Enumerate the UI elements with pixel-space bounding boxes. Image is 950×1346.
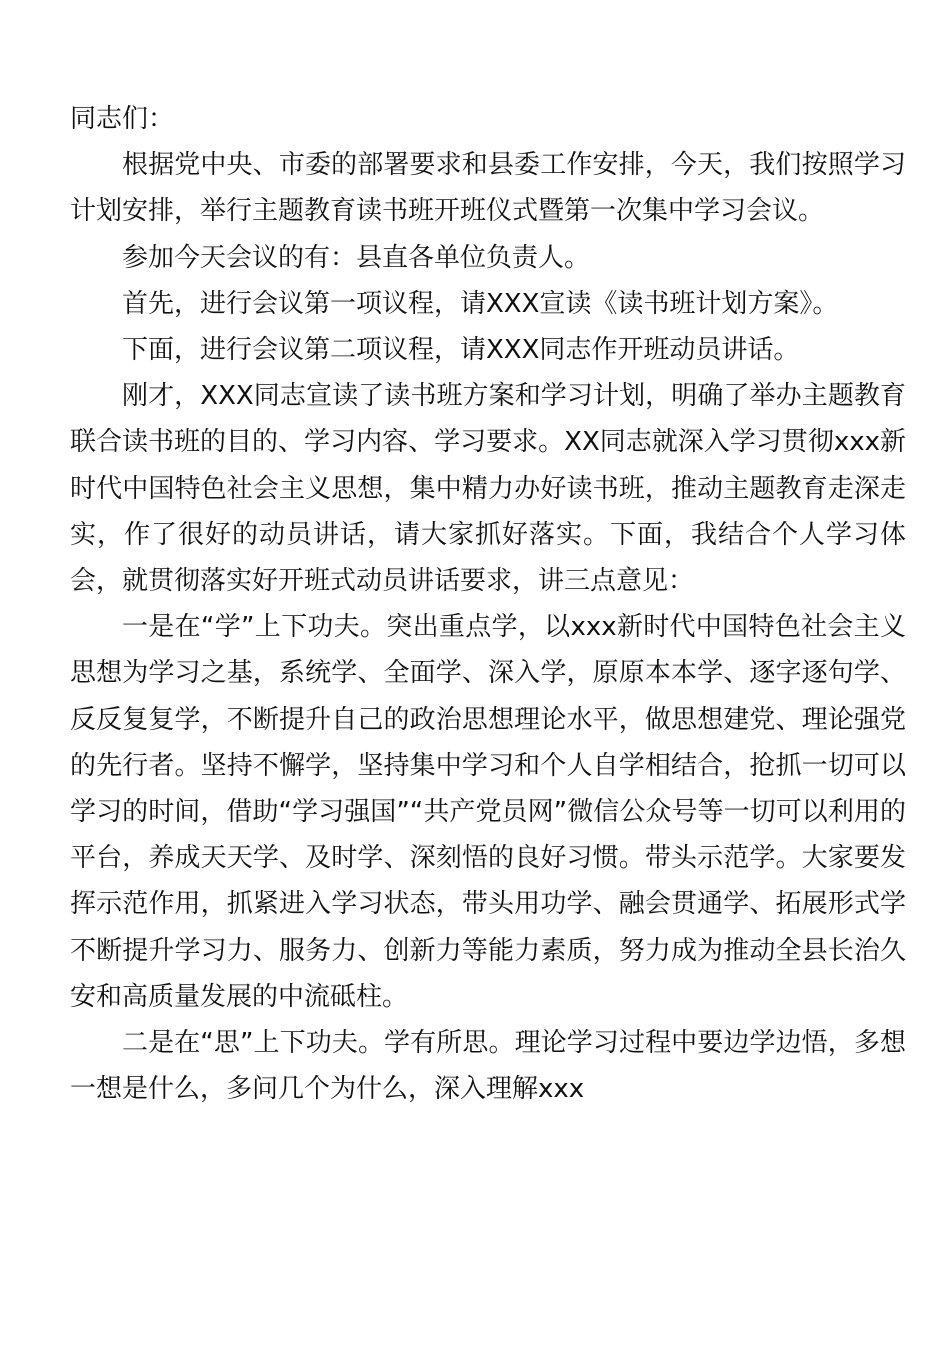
document-body: [70, 96, 906, 1112]
paragraph-agenda-item-1: 首先，进行会议第一项议程，请XXX宣读《读书班计划方案》。: [122, 288, 839, 319]
paragraph-point-1: 一是在“学”上下功夫。突出重点学，以xxx新时代中国特色社会主义思想为学习之基，系统学、全面学、深入学，原原本本学、逐字逐句学、反反复复学，不断提升自己的政治思想理论水平，做思想建党、理论强党的先行者。坚持不懈学，坚持集中学习和个人自学相结合，抢抓一切可以学习的时间，借助“学习强国”“共产党员网”微信公众号等一切可以利用的平台，养成天天学、及时学、深刻悟的良好习惯。带头示范学。大家要发挥示范作用，抓紧进入学习状态，带头用功学、融会贯通学、拓展形式学不断提升学习力、服务力、创新力等能力素质，努力成为推动全县长治久安和高质量发展的中流砥柱。: [70, 612, 906, 1012]
paragraph-opening: 根据党中央、市委的部署要求和县委工作安排，今天，我们按照学习计划安排，举行主题教育读书班开班仪式暨第一次集中学习会议。: [70, 150, 906, 227]
paragraph-attendees: 参加今天会议的有：县直各单位负责人。: [122, 242, 591, 273]
salutation: 同志们：: [70, 104, 175, 134]
paragraph-point-2: 二是在“思”上下功夫。学有所思。理论学习过程中要边学边悟，多想一想是什么，多问几个为什么，深入理解xxx: [70, 1028, 906, 1105]
paragraph-summary: 刚才，XXX同志宣读了读书班方案和学习计划，明确了举办主题教育联合读书班的目的、学习内容、学习要求。XX同志就深入学习贯彻xxx新时代中国特色社会主义思想，集中精力办好读书班，推动主题教育走深走实，作了很好的动员讲话，请大家抓好落实。下面，我结合个人学习体会，就贯彻落实好开班式动员讲话要求，讲三点意见：: [70, 381, 906, 597]
paragraph-agenda-item-2: 下面，进行会议第二项议程，请XXX同志作开班动员讲话。: [122, 335, 800, 366]
